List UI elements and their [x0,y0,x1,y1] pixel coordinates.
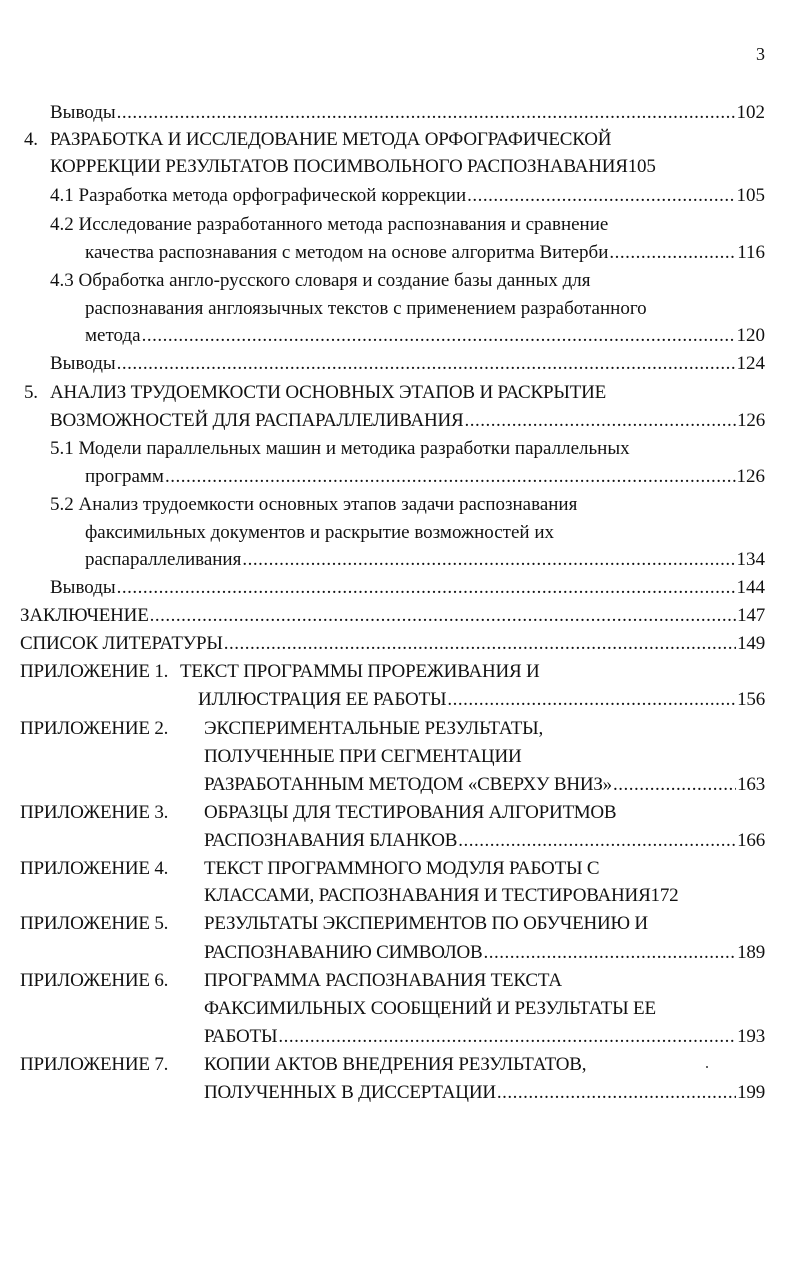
appendix-1-title-line-1[interactable]: ТЕКСТ ПРОГРАММЫ ПРОРЕЖИВАНИЯ И [180,661,540,682]
toc-page-number: 199 [737,1082,765,1103]
toc-page-number: 105 [627,156,656,177]
appendix-2-title-line-1[interactable]: ЭКСПЕРИМЕНТАЛЬНЫЕ РЕЗУЛЬТАТЫ, [204,718,544,739]
chapter-5-title-line-1[interactable]: АНАЛИЗ ТРУДОЕМКОСТИ ОСНОВНЫХ ЭТАПОВ И РАСКРЫТИЕ [50,382,607,403]
leader-dots [142,323,736,349]
chapter-4-title-line-2[interactable] [50,154,765,180]
appendix-2-title-line-3[interactable] [204,772,765,798]
toc-page-number: 116 [737,242,765,263]
toc-entry-conclusions-3[interactable] [50,100,765,126]
chapter-4-title-line-1[interactable]: РАЗРАБОТКА И ИССЛЕДОВАНИЕ МЕТОДА ОРФОГРАФИЧЕСКОЙ [50,129,612,150]
appendix-6-title-line-2[interactable]: ФАКСИМИЛЬНЫХ СООБЩЕНИЙ И РЕЗУЛЬТАТЫ ЕЕ [204,998,656,1019]
leader-dots [224,631,736,657]
toc-page-number: 126 [736,466,765,487]
toc-page-number: 144 [736,577,765,598]
leader-dots [117,351,736,377]
appendix-4-title-line-2[interactable] [204,883,765,909]
toc-entry-label: распараллеливания [85,549,242,570]
appendix-3-label: ПРИЛОЖЕНИЕ 3. [20,802,169,823]
toc-entry-label: РАЗРАБОТАННЫМ МЕТОДОМ «СВЕРХУ ВНИЗ» [204,774,612,795]
leader-dots [117,100,736,126]
leader-dots [165,464,736,490]
toc-entry-label: программ [85,466,164,487]
leader-dots [242,547,735,573]
toc-page-number: 126 [737,410,765,431]
appendix-1-label: ПРИЛОЖЕНИЕ 1. [20,661,169,682]
toc-entry-label: Выводы [50,577,116,598]
toc-entry-label: качества распознавания с методом на основе алгоритма Витерби [85,242,609,263]
toc-entry-conclusions-4[interactable] [50,351,765,377]
scan-speck [706,1066,708,1068]
appendix-6-label: ПРИЛОЖЕНИЕ 6. [20,970,169,991]
toc-page-number: 147 [737,605,765,626]
toc-entry-4-3-line-1[interactable]: 4.3 Обработка англо-русского словаря и создание базы данных для [50,270,591,291]
toc-page-number: 102 [736,102,765,123]
toc-entry-label: ПОЛУЧЕННЫХ В ДИССЕРТАЦИИ [204,1082,496,1103]
appendix-5-title-line-1[interactable]: РЕЗУЛЬТАТЫ ЭКСПЕРИМЕНТОВ ПО ОБУЧЕНИЮ И [204,913,648,934]
toc-entry-5-1-line-2[interactable] [85,464,765,490]
appendix-7-label: ПРИЛОЖЕНИЕ 7. [20,1054,169,1075]
toc-page-number: 120 [736,325,765,346]
toc-page-number: 124 [736,353,765,374]
toc-page-number: 134 [736,549,765,570]
leader-dots [613,772,736,798]
toc-page-number: 156 [737,689,765,710]
toc-entry-label: РАБОТЫ [204,1026,278,1047]
appendix-3-title-line-2[interactable] [204,828,765,854]
leader-dots [484,940,737,966]
toc-entry-label: ЗАКЛЮЧЕНИЕ [20,605,149,626]
leader-dots [150,603,736,629]
toc-entry-label: КЛАССАМИ, РАСПОЗНАВАНИЯ И ТЕСТИРОВАНИЯ [204,885,651,906]
appendix-5-title-line-2[interactable] [204,940,765,966]
toc-page-number: 193 [737,1026,765,1047]
chapter-4-number: 4. [24,129,38,150]
page-number: 3 [756,44,765,64]
appendix-3-title-line-1[interactable]: ОБРАЗЦЫ ДЛЯ ТЕСТИРОВАНИЯ АЛГОРИТМОВ [204,802,617,823]
appendix-6-title-line-3[interactable] [204,1024,765,1050]
toc-entry-label: СПИСОК ЛИТЕРАТУРЫ [20,633,223,654]
leader-dots [278,1024,736,1050]
appendix-6-title-line-1[interactable]: ПРОГРАММА РАСПОЗНАВАНИЯ ТЕКСТА [204,970,562,991]
toc-entry-label: КОРРЕКЦИИ РЕЗУЛЬТАТОВ ПОСИМВОЛЬНОГО РАСПОЗНАВАНИЯ [50,156,628,177]
leader-dots [465,408,737,434]
toc-page-number: 149 [737,633,765,654]
toc-entry-label: Выводы [50,102,116,123]
appendix-5-label: ПРИЛОЖЕНИЕ 5. [20,913,169,934]
toc-entry-label: РАСПОЗНАВАНИЮ СИМВОЛОВ [204,942,483,963]
leader-dots [609,240,736,266]
appendix-1-title-line-2[interactable] [198,687,765,713]
toc-entry-4-1[interactable] [50,183,765,209]
toc-entry-label: РАСПОЗНАВАНИЯ БЛАНКОВ [204,830,458,851]
toc-entry-4-2-line-2[interactable] [85,240,765,266]
toc-entry-5-1-line-1[interactable]: 5.1 Модели параллельных машин и методика разработки параллельных [50,438,630,459]
toc-entry-5-2-line-3[interactable] [85,547,765,573]
toc-entry-label: метода [85,325,141,346]
appendix-4-title-line-1[interactable]: ТЕКСТ ПРОГРАММНОГО МОДУЛЯ РАБОТЫ С [204,858,600,879]
toc-entry-conclusion[interactable] [20,603,765,629]
toc-page-number: 172 [650,885,679,906]
leader-dots [458,828,736,854]
chapter-5-title-line-2[interactable] [50,408,765,434]
toc-entry-4-2-line-1[interactable]: 4.2 Исследование разработанного метода распознавания и сравнение [50,214,609,235]
toc-entry-5-2-line-1[interactable]: 5.2 Анализ трудоемкости основных этапов задачи распознавания [50,494,578,515]
appendix-4-label: ПРИЛОЖЕНИЕ 4. [20,858,169,879]
chapter-5-number: 5. [24,382,38,403]
toc-page-number: 105 [736,185,765,206]
toc-page-number: 189 [737,942,765,963]
toc-entry-label: ВОЗМОЖНОСТЕЙ ДЛЯ РАСПАРАЛЛЕЛИВАНИЯ [50,410,464,431]
toc-page-number: 163 [737,774,765,795]
leader-dots [497,1080,736,1106]
leader-dots [467,183,735,209]
appendix-7-title-line-1[interactable]: КОПИИ АКТОВ ВНЕДРЕНИЯ РЕЗУЛЬТАТОВ, [204,1054,587,1075]
appendix-7-title-line-2[interactable] [204,1080,765,1106]
leader-dots [117,575,736,601]
toc-entry-conclusions-5[interactable] [50,575,765,601]
appendix-2-label: ПРИЛОЖЕНИЕ 2. [20,718,169,739]
toc-entry-4-3-line-3[interactable] [85,323,765,349]
toc-entry-label: 4.1 Разработка метода орфографической коррекции [50,185,467,206]
toc-entry-5-2-line-2[interactable]: факсимильных документов и раскрытие возможностей их [85,522,554,543]
toc-entry-label: ИЛЛЮСТРАЦИЯ ЕЕ РАБОТЫ [198,689,447,710]
toc-page-number: 166 [737,830,765,851]
appendix-2-title-line-2[interactable]: ПОЛУЧЕННЫЕ ПРИ СЕГМЕНТАЦИИ [204,746,522,767]
toc-entry-4-3-line-2[interactable]: распознавания англоязычных текстов с применением разработанного [85,298,647,319]
leader-dots [447,687,736,713]
toc-entry-references[interactable] [20,631,765,657]
toc-entry-label: Выводы [50,353,116,374]
